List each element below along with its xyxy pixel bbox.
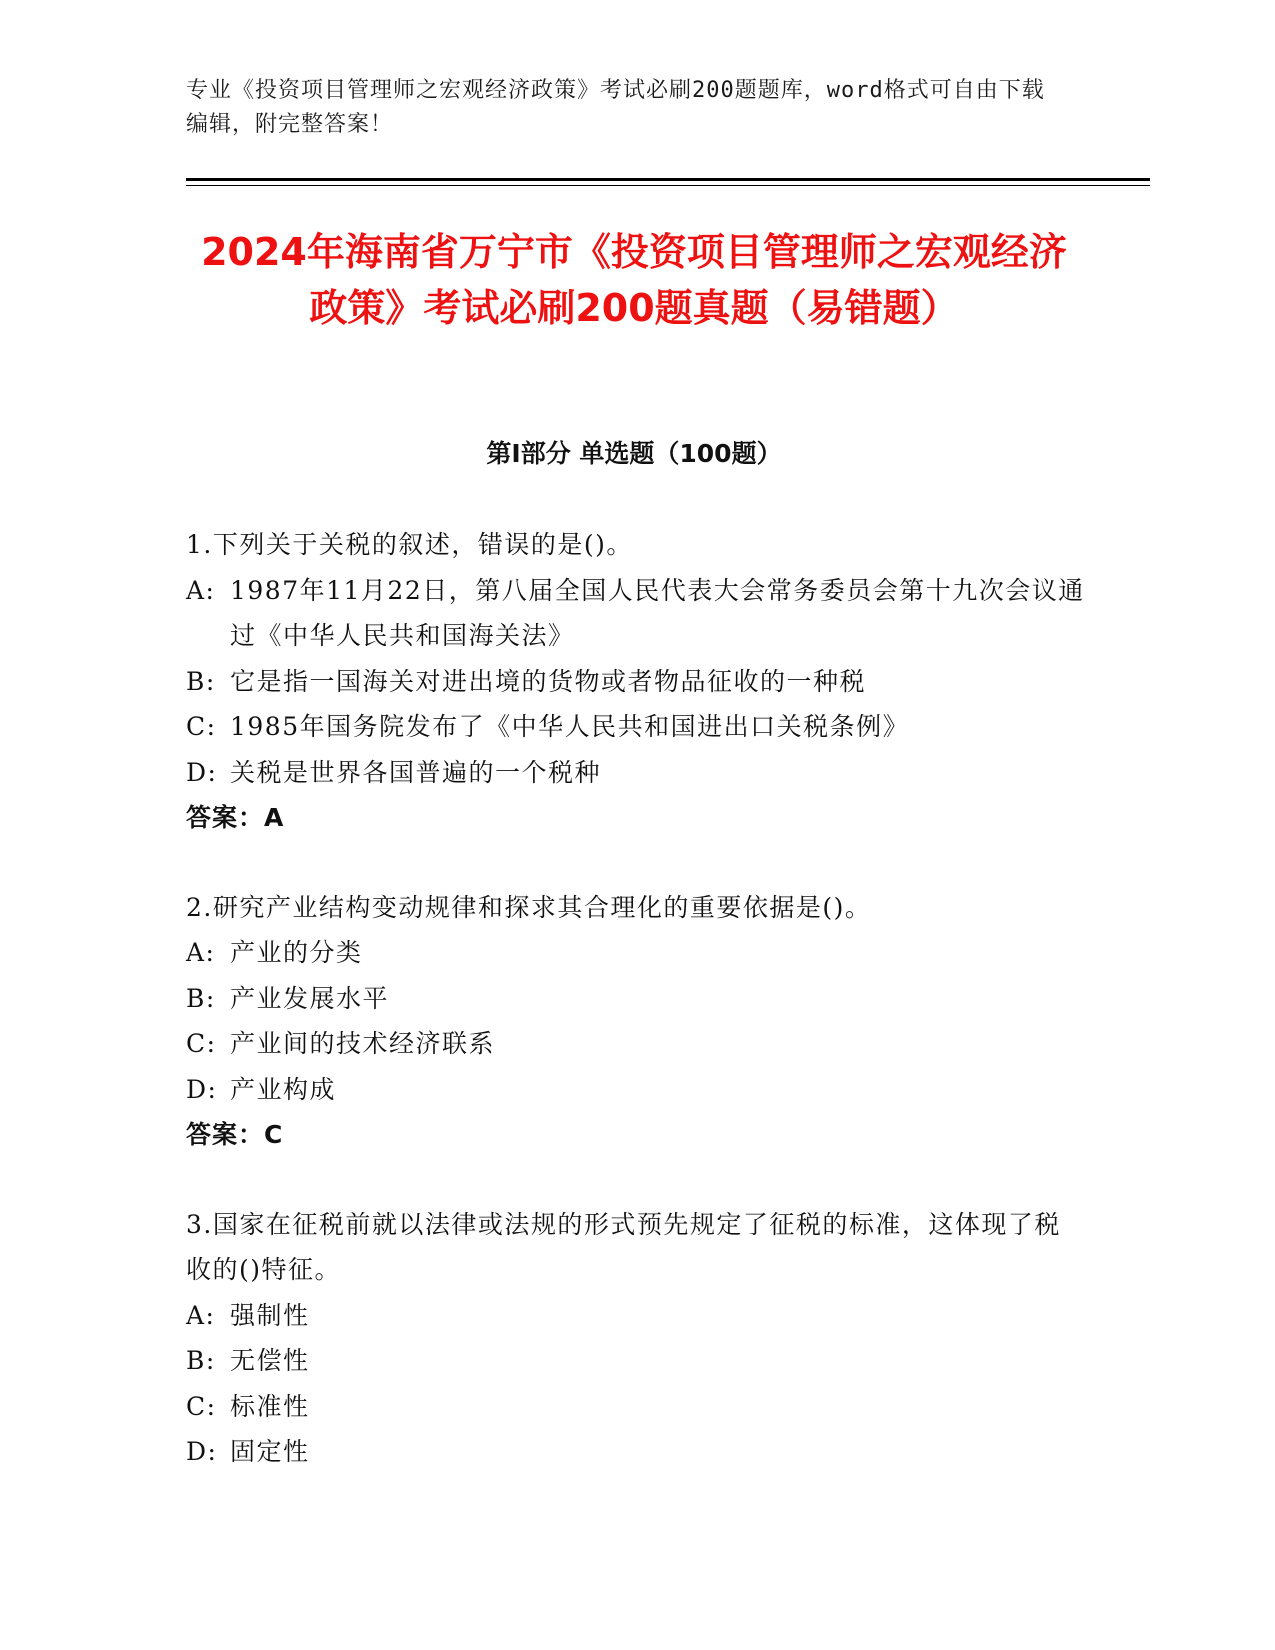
option-c xyxy=(186,704,1086,750)
option-text: 固定性 xyxy=(230,1437,310,1466)
option-text: 标准性 xyxy=(230,1391,310,1421)
question-list xyxy=(186,522,1086,1519)
question-stem: 1.下列关于关税的叙述，错误的是()。 xyxy=(186,530,633,559)
document-header: 专业《投资项目管理师之宏观经济政策》考试必刷200题题库，word格式可自由下载编辑，附完整答案！ xyxy=(186,78,1045,137)
option-text: 无偿性 xyxy=(230,1346,310,1375)
answer-line: 答案：C xyxy=(186,1120,284,1149)
option-d xyxy=(186,1429,1086,1475)
option-a xyxy=(186,930,1086,976)
option-key: B: xyxy=(186,666,216,696)
option-d xyxy=(186,1067,1086,1113)
section-heading: 第I部分 单选题（100题） xyxy=(486,439,782,468)
header-divider-thick xyxy=(186,178,1150,181)
option-text: 1985年国务院发布了《中华人民共和国进出口关税条例》 xyxy=(230,712,910,741)
option-key: B: xyxy=(186,983,216,1013)
option-b xyxy=(186,659,1086,705)
option-text: 产业的分类 xyxy=(230,938,363,967)
option-text: 产业间的技术经济联系 xyxy=(230,1029,496,1058)
header-divider-thin xyxy=(186,185,1150,186)
question-2 xyxy=(186,885,1086,1158)
option-b xyxy=(186,976,1086,1022)
option-key: D: xyxy=(186,1074,218,1104)
option-key: B: xyxy=(186,1346,216,1375)
option-text: 产业构成 xyxy=(230,1074,337,1104)
option-a xyxy=(186,1293,1086,1339)
document-title: 2024年海南省万宁市《投资项目管理师之宏观经济政策》考试必刷200题真题（易错题） xyxy=(201,230,1067,330)
question-stem: 3.国家在征税前就以法律或法规的形式预先规定了征税的标准，这体现了税收的()特征。 xyxy=(186,1209,1061,1284)
option-key: D: xyxy=(186,1437,218,1466)
question-stem: 2.研究产业结构变动规律和探求其合理化的重要依据是()。 xyxy=(186,892,872,922)
option-text: 1987年11月22日，第八届全国人民代表大会常务委员会第十九次会议通过《中华人民共和国海关法》 xyxy=(230,575,1085,650)
option-text: 它是指一国海关对进出境的货物或者物品征收的一种税 xyxy=(230,666,867,696)
option-c xyxy=(186,1021,1086,1067)
option-d xyxy=(186,750,1086,796)
answer-line: 答案：A xyxy=(186,803,285,832)
option-key: C: xyxy=(186,712,217,741)
option-text: 关税是世界各国普遍的一个税种 xyxy=(230,757,602,787)
option-key: A: xyxy=(186,938,216,967)
option-key: C: xyxy=(186,1391,217,1421)
option-key: D: xyxy=(186,757,218,787)
question-1 xyxy=(186,522,1086,841)
option-a xyxy=(186,568,1086,659)
option-key: A: xyxy=(186,1300,216,1330)
option-text: 强制性 xyxy=(230,1300,310,1330)
option-key: C: xyxy=(186,1029,217,1058)
option-key: A: xyxy=(186,575,216,605)
option-b xyxy=(186,1338,1086,1384)
question-3 xyxy=(186,1202,1086,1475)
option-text: 产业发展水平 xyxy=(230,983,390,1013)
option-c xyxy=(186,1384,1086,1430)
